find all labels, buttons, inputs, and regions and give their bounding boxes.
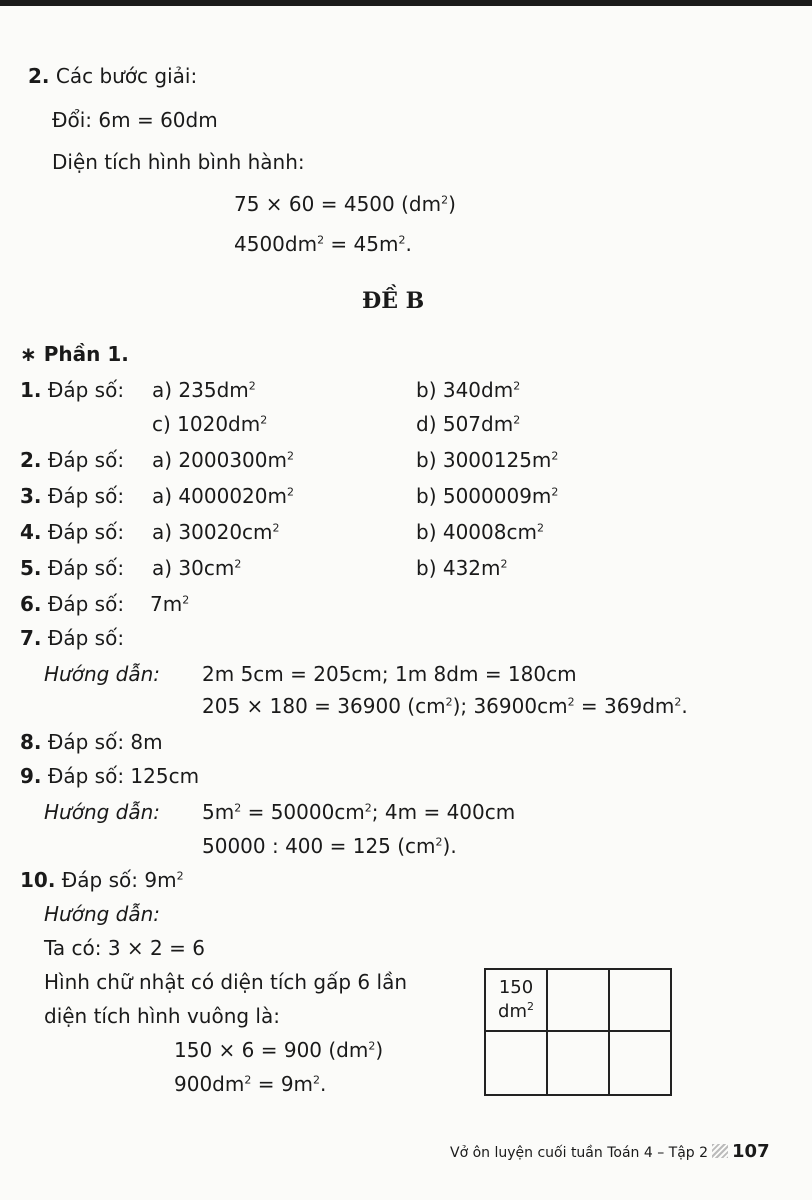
answer-7-label: 7. Đáp số: xyxy=(20,626,125,650)
answer-1d: d) $507dm^2$ xyxy=(416,412,521,436)
answer-1-label: 1. Đáp số: xyxy=(20,378,125,402)
answer-9-guide-line-2: 50000 : 400 = 125 $(cm^2)$. xyxy=(202,834,457,858)
answer-10-conversion: $900dm^2 = 9m^2$. xyxy=(174,1072,327,1096)
answer-6a: $7m^2$ xyxy=(150,592,190,616)
part-1-title: ∗ Phần 1. xyxy=(20,342,129,366)
page-top-edge xyxy=(0,0,812,6)
parallelogram-area-label: Diện tích hình bình hành: xyxy=(52,150,305,174)
answer-5-label: 5. Đáp số: xyxy=(20,556,125,580)
book-icon xyxy=(712,1144,728,1158)
section-2-title: 2. Các bước giải: xyxy=(28,64,198,88)
answer-10-line-3: diện tích hình vuông là: xyxy=(44,1004,280,1028)
footer-book-title: Vở ôn luyện cuối tuần Toán 4 – Tập 2 xyxy=(450,1145,709,1161)
answer-3-label: 3. Đáp số: xyxy=(20,484,125,508)
grid-vertical-line xyxy=(546,970,548,1094)
answer-5b: b) $432m^2$ xyxy=(416,556,508,580)
answer-8: 8. Đáp số: 8m xyxy=(20,730,163,754)
answer-7-guide-line-1: 2m 5cm = 205cm; 1m 8dm = 180cm xyxy=(202,662,577,686)
answer-10-guide-label: Hướng dẫn: xyxy=(44,902,161,926)
answer-9-guide-line-1: $5m^2 = 50000cm^2$; 4m = 400cm xyxy=(202,800,516,824)
answer-9: 9. Đáp số: 125cm xyxy=(20,764,200,788)
answer-5a: a) $30cm^2$ xyxy=(152,556,242,580)
grid-horizontal-line xyxy=(486,1030,670,1032)
answer-3b: b) $5000009m^2$ xyxy=(416,484,559,508)
answer-9-guide-label: Hướng dẫn: xyxy=(44,800,161,824)
answer-7-guide-line-2: 205 × 180 = 36900 $(cm^2)$; $36900cm^2 = 369dm^2$. xyxy=(202,694,688,718)
answer-1b: b) $340dm^2$ xyxy=(416,378,521,402)
grid-vertical-line xyxy=(608,970,610,1094)
answer-1c: c) $1020dm^2$ xyxy=(152,412,268,436)
conversion-line: Đổi: 6m = 60dm xyxy=(52,108,218,132)
area-conversion: $4500dm^2 = 45m^2$. xyxy=(234,232,412,256)
page-number: 107 xyxy=(732,1141,770,1162)
answer-3a: a) $4000020m^2$ xyxy=(152,484,294,508)
answer-7-guide-label: Hướng dẫn: xyxy=(44,662,161,686)
answer-10-equation: 150 × 6 = 900 $(dm^2)$ xyxy=(174,1038,384,1062)
answer-2b: b) $3000125m^2$ xyxy=(416,448,559,472)
answer-10-line-2: Hình chữ nhật có diện tích gấp 6 lần xyxy=(44,970,407,994)
answer-4a: a) $30020cm^2$ xyxy=(152,520,280,544)
answer-2-label: 2. Đáp số: xyxy=(20,448,125,472)
area-equation: 75 × 60 = 4500 $(dm^2)$ xyxy=(234,192,456,216)
exam-b-heading: ĐỀ B xyxy=(362,288,425,314)
answer-10-line-1: Ta có: 3 × 2 = 6 xyxy=(44,936,205,960)
answer-1a: a) $235dm^2$ xyxy=(152,378,256,402)
answer-10: 10. Đáp số: $9m^2$ xyxy=(20,868,184,892)
answer-6-label: 6. Đáp số: xyxy=(20,592,125,616)
answer-4b: b) $40008cm^2$ xyxy=(416,520,544,544)
rectangle-grid-diagram xyxy=(484,968,672,1096)
answer-4-label: 4. Đáp số: xyxy=(20,520,125,544)
grid-cell-label: 150 $dm^2$ xyxy=(498,977,534,1022)
page-footer xyxy=(450,1138,770,1162)
answer-2a: a) $2000300m^2$ xyxy=(152,448,294,472)
